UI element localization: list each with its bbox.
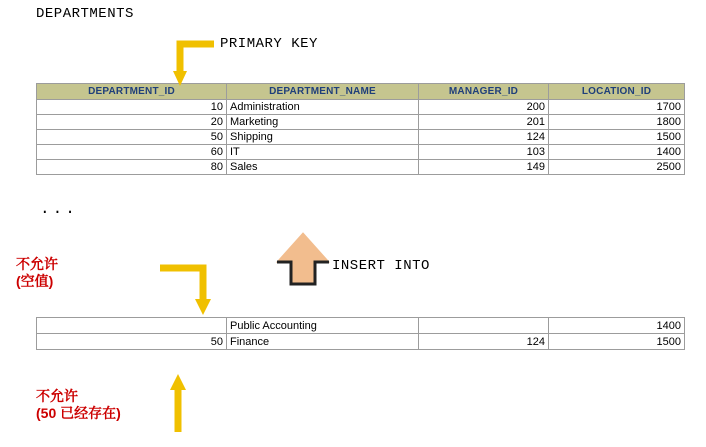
- cell-department-id: [37, 318, 227, 334]
- table-header-row: [37, 84, 685, 100]
- table-row: [37, 115, 685, 130]
- cell-manager-id: 149: [419, 160, 549, 175]
- cell-department-id: 50: [37, 334, 227, 350]
- insert-rows-table: [36, 317, 685, 350]
- cell-department-id: 50: [37, 130, 227, 145]
- table-row: [37, 160, 685, 175]
- departments-table: [36, 83, 685, 175]
- cell-department-id: 10: [37, 100, 227, 115]
- primary-key-label: PRIMARY KEY: [220, 36, 318, 52]
- note-null-line2: (空值): [16, 273, 54, 289]
- cell-location-id: 1400: [549, 145, 685, 160]
- note-duplicate-not-allowed: [36, 388, 121, 422]
- cell-department-name: IT: [227, 145, 419, 160]
- null-constraint-arrow-icon: [160, 268, 211, 315]
- cell-manager-id: 124: [419, 334, 549, 350]
- cell-manager-id: 103: [419, 145, 549, 160]
- note-null-line1: 不允许: [16, 256, 58, 272]
- cell-location-id: 1500: [549, 130, 685, 145]
- cell-department-name: Public Accounting: [227, 318, 419, 334]
- cell-location-id: 2500: [549, 160, 685, 175]
- cell-manager-id: [419, 318, 549, 334]
- cell-department-name: Administration: [227, 100, 419, 115]
- cell-department-id: 20: [37, 115, 227, 130]
- duplicate-constraint-arrow-icon: [170, 374, 186, 432]
- column-header-department-name: DEPARTMENT_NAME: [227, 84, 419, 100]
- cell-department-name: Sales: [227, 160, 419, 175]
- column-header-location-id: LOCATION_ID: [549, 84, 685, 100]
- cell-department-name: Marketing: [227, 115, 419, 130]
- column-header-manager-id: MANAGER_ID: [419, 84, 549, 100]
- ellipsis-marker: ...: [40, 200, 78, 218]
- cell-department-id: 80: [37, 160, 227, 175]
- cell-manager-id: 124: [419, 130, 549, 145]
- cell-department-name: Shipping: [227, 130, 419, 145]
- primary-key-arrow-icon: [173, 44, 214, 86]
- column-header-department-id: DEPARTMENT_ID: [37, 84, 227, 100]
- table-row: [37, 318, 685, 334]
- cell-location-id: 1800: [549, 115, 685, 130]
- note-duplicate-line2: (50 已经存在): [36, 405, 121, 421]
- cell-manager-id: 200: [419, 100, 549, 115]
- cell-location-id: 1400: [549, 318, 685, 334]
- table-row: [37, 145, 685, 160]
- insert-into-arrow-icon: [277, 233, 329, 284]
- cell-location-id: 1700: [549, 100, 685, 115]
- insert-into-label: INSERT INTO: [332, 258, 430, 274]
- cell-department-name: Finance: [227, 334, 419, 350]
- page-title: DEPARTMENTS: [36, 6, 134, 22]
- table-row: [37, 130, 685, 145]
- table-row: [37, 334, 685, 350]
- table-row: [37, 100, 685, 115]
- cell-department-id: 60: [37, 145, 227, 160]
- note-duplicate-line1: 不允许: [36, 388, 78, 404]
- note-null-not-allowed: [16, 256, 58, 290]
- cell-manager-id: 201: [419, 115, 549, 130]
- cell-location-id: 1500: [549, 334, 685, 350]
